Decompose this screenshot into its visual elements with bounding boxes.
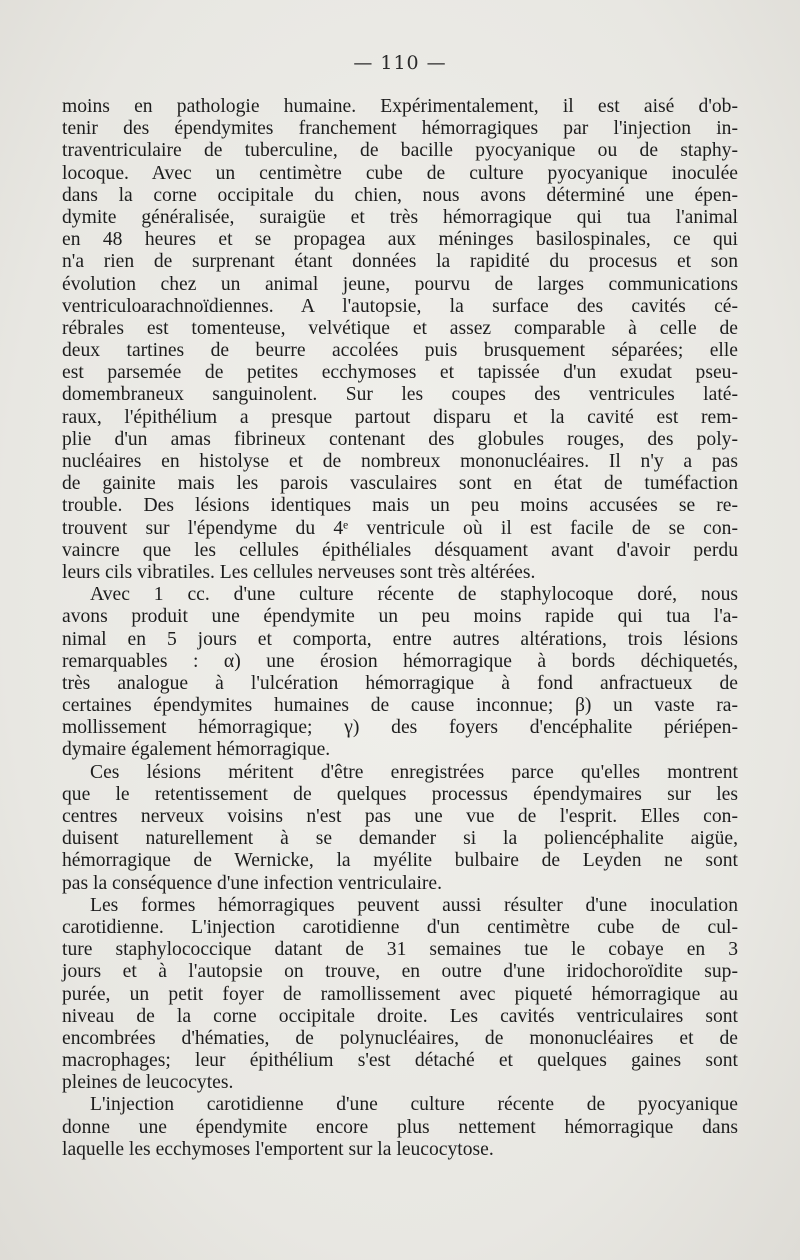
- paragraph: [62, 762, 738, 895]
- text-line: nucléaires en histolyse et de nombreux mononucléaires. Il n'y a pas: [62, 451, 738, 472]
- text-line: très analogue à l'ulcération hémorragique à fond anfractueux de: [62, 672, 738, 694]
- text-line: dymaire également hémorragique.: [62, 739, 331, 761]
- text-line: nimal en 5 jours et comporta, entre autres altérations, trois lésions: [62, 628, 738, 650]
- text-line: dymite généralisée, suraigüe et très hémorragique qui tua l'animal: [62, 206, 738, 228]
- text-line: Ces lésions méritent d'être enregistrées parce qu'elles montrent: [90, 761, 738, 783]
- text-line: niveau de la corne occipitale droite. Les cavités ventriculaires sont: [62, 1005, 738, 1027]
- text-line: raux, l'épithélium a presque partout disparu et la cavité est rem-: [62, 406, 738, 428]
- text-line: tenir des épendymites franchement hémorragiques par l'injection in-: [62, 118, 738, 140]
- text-line: de gainite mais les parois vasculaires sont en état de tuméfaction: [62, 473, 738, 495]
- text-line: Avec 1 cc. d'une culture récente de staphylocoque doré, nous: [90, 584, 738, 606]
- text-line: moins en pathologie humaine. Expérimentalement, il est aisé d'ob-: [62, 96, 738, 117]
- text-line: jours et à l'autopsie on trouve, en outre d'une iridochoroïdite sup-: [62, 961, 738, 983]
- text-line: macrophages; leur épithélium s'est détaché et quelques gaines sont: [62, 1050, 738, 1072]
- text-line: vaincre que les cellules épithéliales désquament avant d'avoir perdu: [62, 539, 738, 561]
- paragraph: [62, 584, 738, 762]
- text-line: que le retentissement de quelques processus épendymaires sur les: [62, 783, 738, 805]
- text-line: laquelle les ecchymoses l'emportent sur la leucocytose.: [62, 1138, 494, 1160]
- text-line: encombrées d'hématies, de polynucléaires, de mononucléaires et de: [62, 1027, 738, 1049]
- text-line: en 48 heures et se propagea aux méninges basilospinales, ce qui: [62, 229, 738, 251]
- text-line: donne une épendymite encore plus nettement hémorragique dans: [62, 1116, 738, 1138]
- text-line: Les formes hémorragiques peuvent aussi résulter d'une inoculation: [90, 894, 738, 916]
- text-line: dans la corne occipitale du chien, nous avons déterminé une épen-: [62, 184, 738, 206]
- text-line: duisent naturellement à se demander si la poliencéphalite aigüe,: [62, 828, 738, 850]
- text-line: mollissement hémorragique; γ) des foyers d'encéphalite périépen-: [62, 717, 738, 739]
- text-line: locoque. Avec un centimètre cube de culture pyocyanique inoculée: [62, 162, 738, 184]
- text-line: leurs cils vibratiles. Les cellules nerveuses sont très altérées.: [62, 561, 536, 583]
- paragraph: [62, 895, 738, 1095]
- body-text: [62, 96, 738, 1161]
- text-line: purée, un petit foyer de ramollissement avec piqueté hémorragique au: [62, 983, 738, 1005]
- text-line: plie d'un amas fibrineux contenant des globules rouges, des poly-: [62, 428, 738, 450]
- text-line: pas la conséquence d'une infection ventriculaire.: [62, 872, 443, 894]
- text-line: ventriculoarachnoïdiennes. A l'autopsie, la surface des cavités cé-: [62, 295, 738, 317]
- text-line: ture staphylococcique datant de 31 semaines tue le cobaye en 3: [62, 939, 738, 961]
- text-line: avons produit une épendymite un peu moins rapide qui tua l'a-: [62, 606, 738, 628]
- text-line: domembraneux sanguinolent. Sur les coupes des ventricules laté-: [62, 384, 738, 406]
- text-line: n'a rien de surprenant étant données la rapidité du procesus et son: [62, 251, 738, 273]
- text-line: pleines de leucocytes.: [62, 1072, 234, 1094]
- text-line: certaines épendymites humaines de cause inconnue; β) un vaste ra-: [62, 695, 738, 717]
- text-line: remarquables : α) une érosion hémorragique à bords déchiquetés,: [62, 650, 738, 672]
- text-line: évolution chez un animal jeune, pourvu de larges communications: [62, 273, 738, 295]
- text-line: trouble. Des lésions identiques mais un peu moins accusées se re-: [62, 495, 738, 517]
- text-line: centres nerveux voisins n'est pas une vue de l'esprit. Elles con-: [62, 806, 738, 827]
- paragraph: [62, 96, 738, 584]
- text-line: deux tartines de beurre accolées puis brusquement séparées; elle: [62, 340, 738, 362]
- text-line: trouvent sur l'épendyme du 4ᵉ ventricule où il est facile de se con-: [62, 517, 738, 539]
- text-line: rébrales est tomenteuse, velvétique et assez comparable à celle de: [62, 317, 738, 339]
- paragraph: [62, 1094, 738, 1161]
- text-line: traventriculaire de tuberculine, de bacille pyocyanique ou de staphy-: [62, 140, 738, 162]
- text-line: L'injection carotidienne d'une culture récente de pyocyanique: [90, 1094, 738, 1116]
- page-number: — 110 —: [353, 52, 447, 74]
- text-line: hémorragique de Wernicke, la myélite bulbaire de Leyden ne sont: [62, 850, 738, 872]
- text-line: est parsemée de petites ecchymoses et tapissée d'un exudat pseu-: [62, 362, 738, 384]
- text-line: carotidienne. L'injection carotidienne d'un centimètre cube de cul-: [62, 916, 738, 938]
